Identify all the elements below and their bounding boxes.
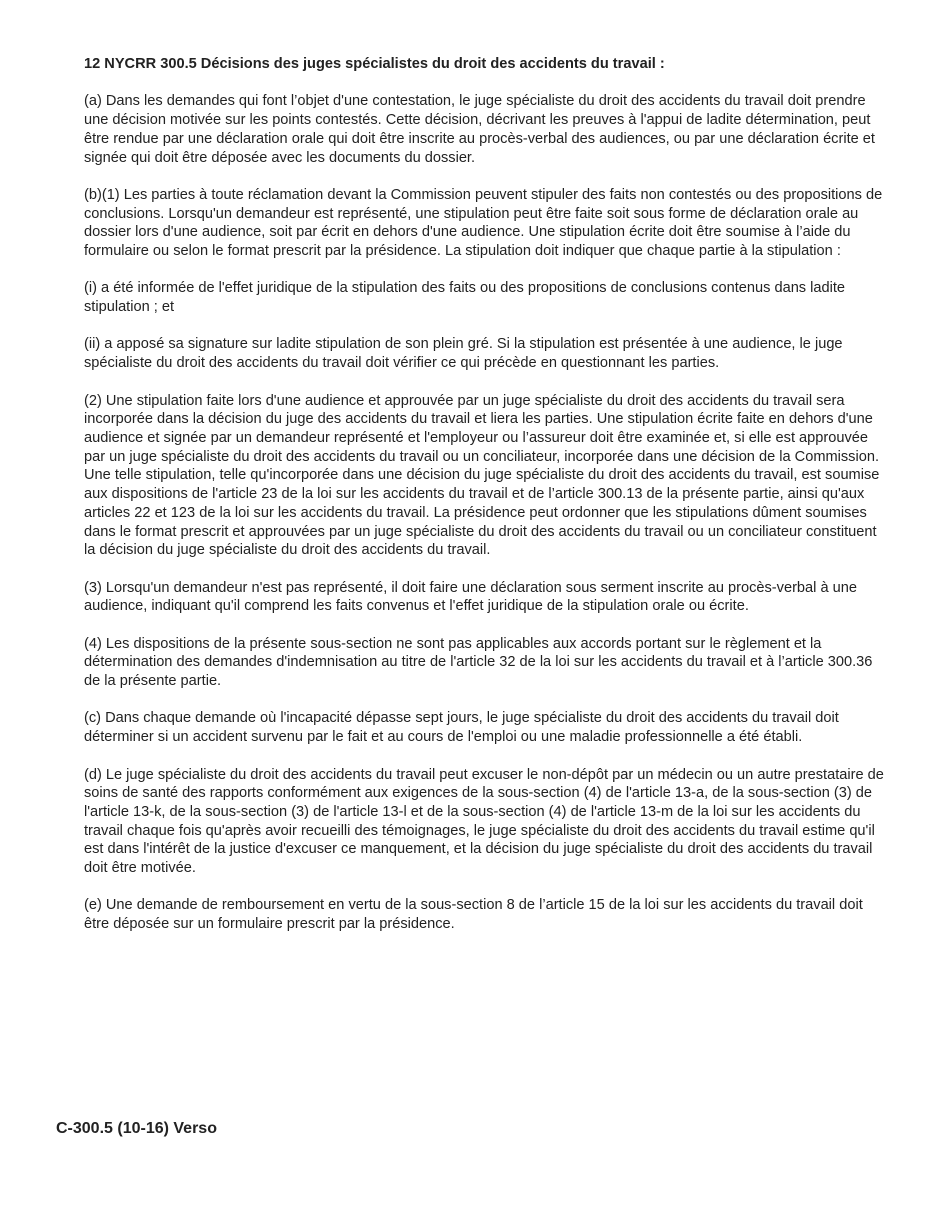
paragraph-b1: (b)(1) Les parties à toute réclamation devant la Commission peuvent stipuler des faits non contestés ou des propositions de conclusions. Lorsqu'un demandeur est représenté, une stipulation peut être faite soit sous forme de déclaration orale au dossier lors d'une audience, soit par écrit en dehors d'une audience. Une stipulation écrite doit être soumise à l’aide du formulaire ou selon le format prescrit par la présidence. La stipulation doit indiquer que chaque partie à la stipulation : xyxy=(84,186,883,259)
paragraph-b4: (4) Les dispositions de la présente sous-section ne sont pas applicables aux accords portant sur le règlement et la détermination des demandes d'indemnisation au titre de l'article 32 de la loi sur les accidents du travail et à l’article 300.36 de la présente partie. xyxy=(84,635,873,690)
paragraph-c: (c) Dans chaque demande où l'incapacité dépasse sept jours, le juge spécialiste du droit des accidents du travail doit déterminer si un accident survenu par le fait et au cours de l'emploi ou une maladie professionnelle a été établi. xyxy=(84,710,839,746)
paragraph-a: (a) Dans les demandes qui font l’objet d'une contestation, le juge spécialiste du droit des accidents du travail doit prendre une décision motivée sur les points contestés. Cette décision, décrivant les preuves à l'appui de ladite détermination, peut être rendue par une déclaration orale qui doit être inscrite au procès-verbal des audiences, ou par une déclaration écrite et signée qui doit être déposée avec les documents du dossier. xyxy=(84,93,875,166)
form-number: C-300.5 (10-16) Verso xyxy=(56,1120,217,1137)
paragraph-b2: (2) Une stipulation faite lors d'une audience et approuvée par un juge spécialiste du droit des accidents du travail sera incorporée dans la décision du juge des accidents du travail et liera les parties. Une stipulation écrite faite en dehors d'une audience et signée par un demandeur représenté et l'employeur ou l’assureur doit être examinée et, si elle est approuvée par un juge spécialiste du droit des accidents du travail ou un conciliateur, incorporée dans une décision de la Commission. Une telle stipulation, telle qu'incorporée dans une décision du juge spécialiste du droit des accidents du travail, est soumise aux dispositions de l'article 23 de la loi sur les accidents du travail et de l’article 300.13 de la présente partie, ainsi qu'aux articles 22 et 123 de la loi sur les accidents du travail. La présidence peut ordonner que les stipulations dûment soumises dans le format prescrit et approuvées par un juge spécialiste du droit des accidents du travail ou un conciliateur constituent la décision du juge spécialiste du droit des accidents du travail. xyxy=(84,392,880,559)
document-body xyxy=(84,55,884,953)
paragraph-b1-ii: (ii) a apposé sa signature sur ladite stipulation de son plein gré. Si la stipulation est présentée à une audience, le juge spécialiste du droit des accidents du travail doit vérifier ce qui précède en questionnant les parties. xyxy=(84,336,843,372)
document-title: 12 NYCRR 300.5 Décisions des juges spécialistes du droit des accidents du travail : xyxy=(84,56,665,72)
paragraph-e: (e) Une demande de remboursement en vertu de la sous-section 8 de l’article 15 de la loi sur les accidents du travail doit être déposée sur un formulaire prescrit par la présidence. xyxy=(84,897,863,933)
paragraph-b1-i: (i) a été informée de l'effet juridique de la stipulation des faits ou des propositions de conclusions contenus dans ladite stipulation ; et xyxy=(84,280,846,316)
paragraph-d: (d) Le juge spécialiste du droit des accidents du travail peut excuser le non-dépôt par un médecin ou un autre prestataire de soins de santé des rapports conformément aux exigences de la sous-section (4) de l'article 13-a, de la sous-section (3) de l'article 13-k, de la sous-section (3) de l'article 13-l et de la sous-section (4) de l'article 13-m de la loi sur les accidents du travail chaque fois qu'après avoir recueilli des témoignages, le juge spécialiste du droit des accidents du travail estime qu'il est dans l'intérêt de la justice d'excuser ce manquement, et la décision du juge spécialiste du droit des accidents du travail doit être motivée. xyxy=(84,766,884,877)
paragraph-b3: (3) Lorsqu'un demandeur n'est pas représenté, il doit faire une déclaration sous serment inscrite au procès-verbal à une audience, indiquant qu'il comprend les faits convenus et l'effet juridique de la stipulation orale ou écrite. xyxy=(84,579,857,615)
